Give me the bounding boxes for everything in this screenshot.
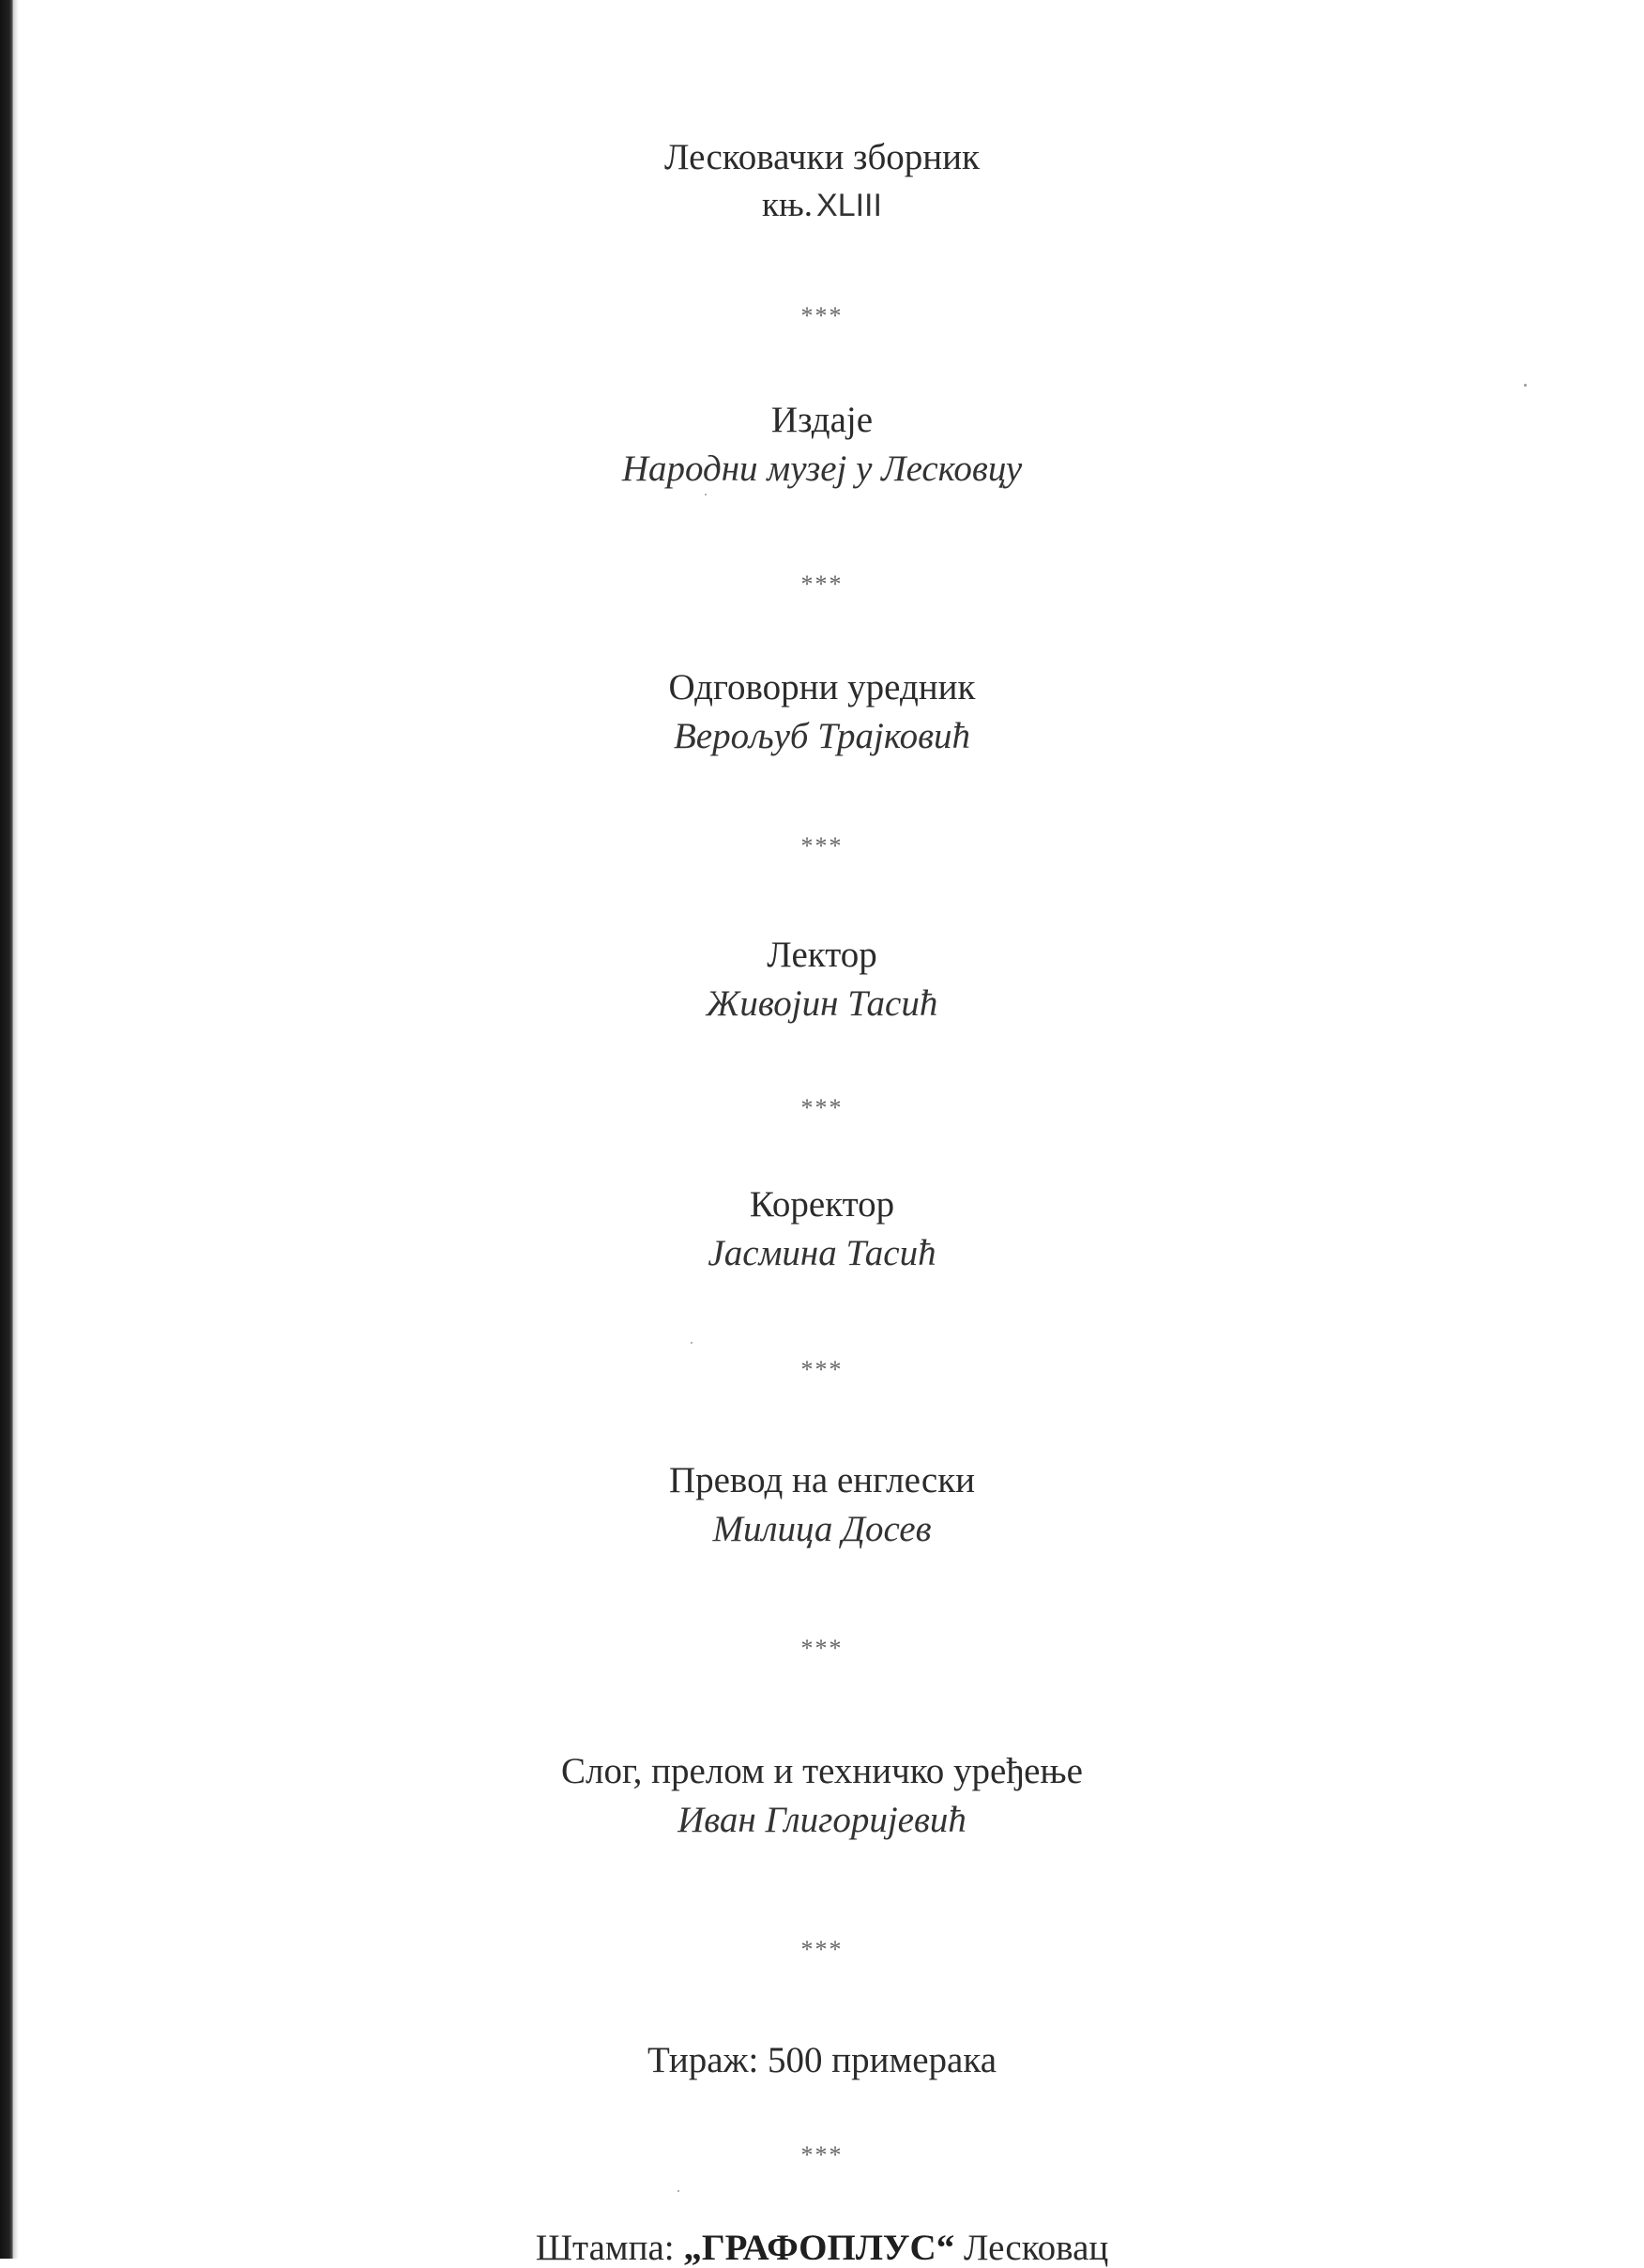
separator-5: *** — [800, 1356, 844, 1383]
proofreader-name: Живојин Тасић — [706, 983, 938, 1024]
corrector-name: Јасмина Тасић — [708, 1233, 936, 1273]
printer-prefix: Штампа: — [535, 2228, 675, 2268]
printer-name: „ГРАФОПЛУС“ — [683, 2228, 955, 2268]
layout-label: Слог, прелом и техничко уређење — [561, 1751, 1083, 1791]
printer-city: Лесковац — [963, 2228, 1109, 2268]
separator-3: *** — [800, 832, 844, 860]
print-run: Тираж: 500 примерака — [647, 2040, 997, 2080]
separator-8: *** — [800, 2141, 844, 2169]
scan-speck — [1524, 384, 1527, 387]
layout-name: Иван Глигоријевић — [677, 1800, 967, 1840]
volume-line — [0, 188, 1644, 222]
volume-label: књ. — [762, 186, 814, 224]
editor-name: Верољуб Трајковић — [673, 716, 971, 756]
printer-line — [0, 2230, 1644, 2266]
scan-speck — [705, 494, 707, 495]
volume-number: XLIII — [816, 188, 882, 223]
separator-2: *** — [800, 571, 844, 598]
scan-speck — [691, 1342, 693, 1344]
editor-label: Одговорни уредник — [668, 667, 976, 708]
proofreader-label: Лектор — [767, 935, 877, 975]
corrector-label: Коректор — [749, 1184, 895, 1225]
separator-1: *** — [800, 302, 844, 329]
publisher-name: Народни музеј у Лесковцу — [621, 449, 1023, 489]
separator-6: *** — [800, 1635, 844, 1662]
series-title: Лесковачки зборник — [663, 137, 980, 177]
separator-7: *** — [800, 1936, 844, 1963]
publisher-label: Издаје — [770, 400, 874, 440]
translation-name: Милица Досев — [712, 1509, 932, 1549]
scan-speck — [677, 2190, 679, 2192]
separator-4: *** — [800, 1094, 844, 1121]
translation-label: Превод на енглески — [668, 1460, 976, 1500]
